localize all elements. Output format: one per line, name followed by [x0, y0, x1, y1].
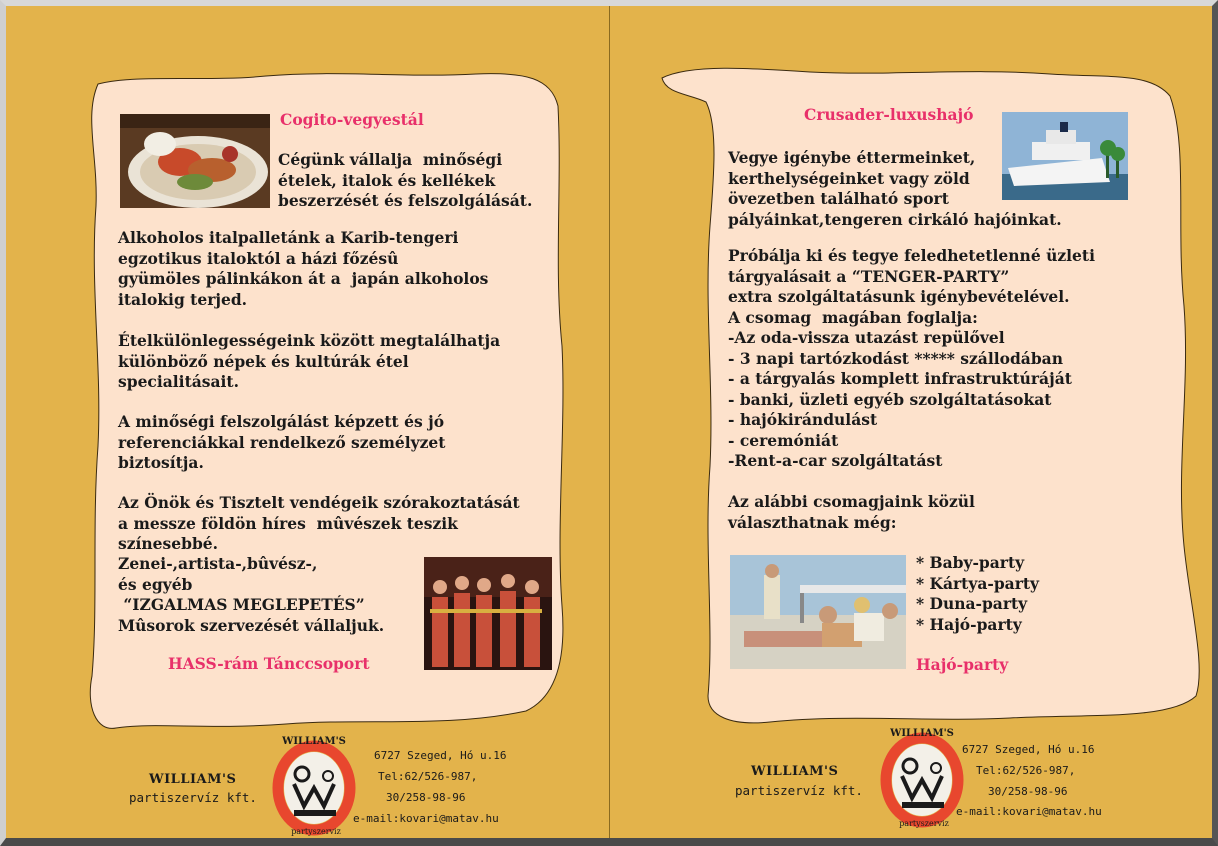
williams-logo	[266, 730, 362, 838]
left-panel	[6, 6, 609, 838]
ship-heading: Crusader-luxushajó	[804, 105, 974, 124]
intro-text: Cégünk vállalja minőségi ételek, italok és kellékek beszerzését és felszolgálását.	[278, 150, 533, 210]
package-hajo-party: * Hajó-party	[916, 615, 1022, 634]
address-mobile: 30/258-98-96	[386, 791, 466, 804]
dance-group-photo	[424, 557, 552, 670]
email-address: e-mail:kovari@matav.hu	[353, 812, 499, 825]
shows-text: Zenei-,artista-,bûvész-, és egyéb “IZGALMAS MEGLEPETÉS” Mûsorok szervezését vállaljuk.	[118, 554, 385, 635]
company-subtitle: partiszervíz kft.	[129, 790, 257, 805]
food-photo	[120, 114, 270, 208]
logo-top-text-right: WILLIAM'S	[890, 728, 954, 739]
food-heading: Cogito-vegyestál	[280, 110, 424, 129]
company-name: WILLIAM'S	[149, 772, 237, 787]
company-name-right: WILLIAM'S	[751, 764, 839, 779]
entertainment-text: Az Önök és Tisztelt vendégeik szórakoztatását a messze földön híres mûvészek teszik színesebbé.	[118, 493, 520, 553]
address-phone-right: Tel:62/526-987,	[976, 764, 1076, 777]
specials-text: Ételkülönlegességeink között megtalálhatja különböző népek és kultúrák étel specialitásait.	[118, 331, 501, 391]
boat-party-heading: Hajó-party	[916, 655, 1009, 674]
tenger-party-text: Próbálja ki és tegye feledhetetlenné üzleti tárgyalásait a “TENGER-PARTY” extra szolgáltatásunk igénybevételével. A csomag magában foglalja: -Az oda-vissza utazást repülővel - 3 napi tartózkodást ***** szállodában - a tárgyalás komplett infrastruktúráját - banki, üzleti egyéb szolgáltatásokat - hajókirándulást - ceremóniát -Rent-a-car szolgáltatást	[728, 246, 1095, 470]
ship-intro-text: Vegye igénybe éttermeinket, kerthelységeinket vagy zöld övezetben található sport pályáinkat,tengeren cirkáló hajóinkat.	[728, 148, 1062, 229]
logo-bottom-text-right: partyszerviz	[899, 819, 949, 828]
company-subtitle-right: partiszervíz kft.	[735, 783, 863, 798]
package-duna-party: * Duna-party	[916, 594, 1028, 613]
package-baby-party: * Baby-party	[916, 553, 1025, 572]
address-phone: Tel:62/526-987,	[378, 770, 478, 783]
drinks-text: Alkoholos italpalletánk a Karib-tengeri egzotikus italoktól a házi főzésû gyümöles pálinkákon át a japán alkoholos italokig terjed.	[118, 228, 489, 309]
address-line-1-right: 6727 Szeged, Hó u.16	[962, 743, 1095, 756]
packages-intro-text: Az alábbi csomagjaink közül választhatnak még:	[728, 492, 975, 532]
boat-party-photo	[730, 555, 906, 669]
dance-heading: HASS-rám Tánccsoport	[168, 654, 370, 673]
right-panel	[610, 6, 1212, 838]
logo-bottom-text: partyszerviz	[291, 827, 341, 836]
package-kartya-party: * Kártya-party	[916, 574, 1040, 593]
email-address-right: e-mail:kovari@matav.hu	[956, 805, 1102, 818]
address-mobile-right: 30/258-98-96	[988, 785, 1068, 798]
address-line-1: 6727 Szeged, Hó u.16	[374, 749, 507, 762]
logo-top-text: WILLIAM'S	[282, 736, 346, 747]
service-text: A minőségi felszolgálást képzett és jó referenciákkal rendelkező személyzet biztosítja.	[118, 412, 446, 472]
